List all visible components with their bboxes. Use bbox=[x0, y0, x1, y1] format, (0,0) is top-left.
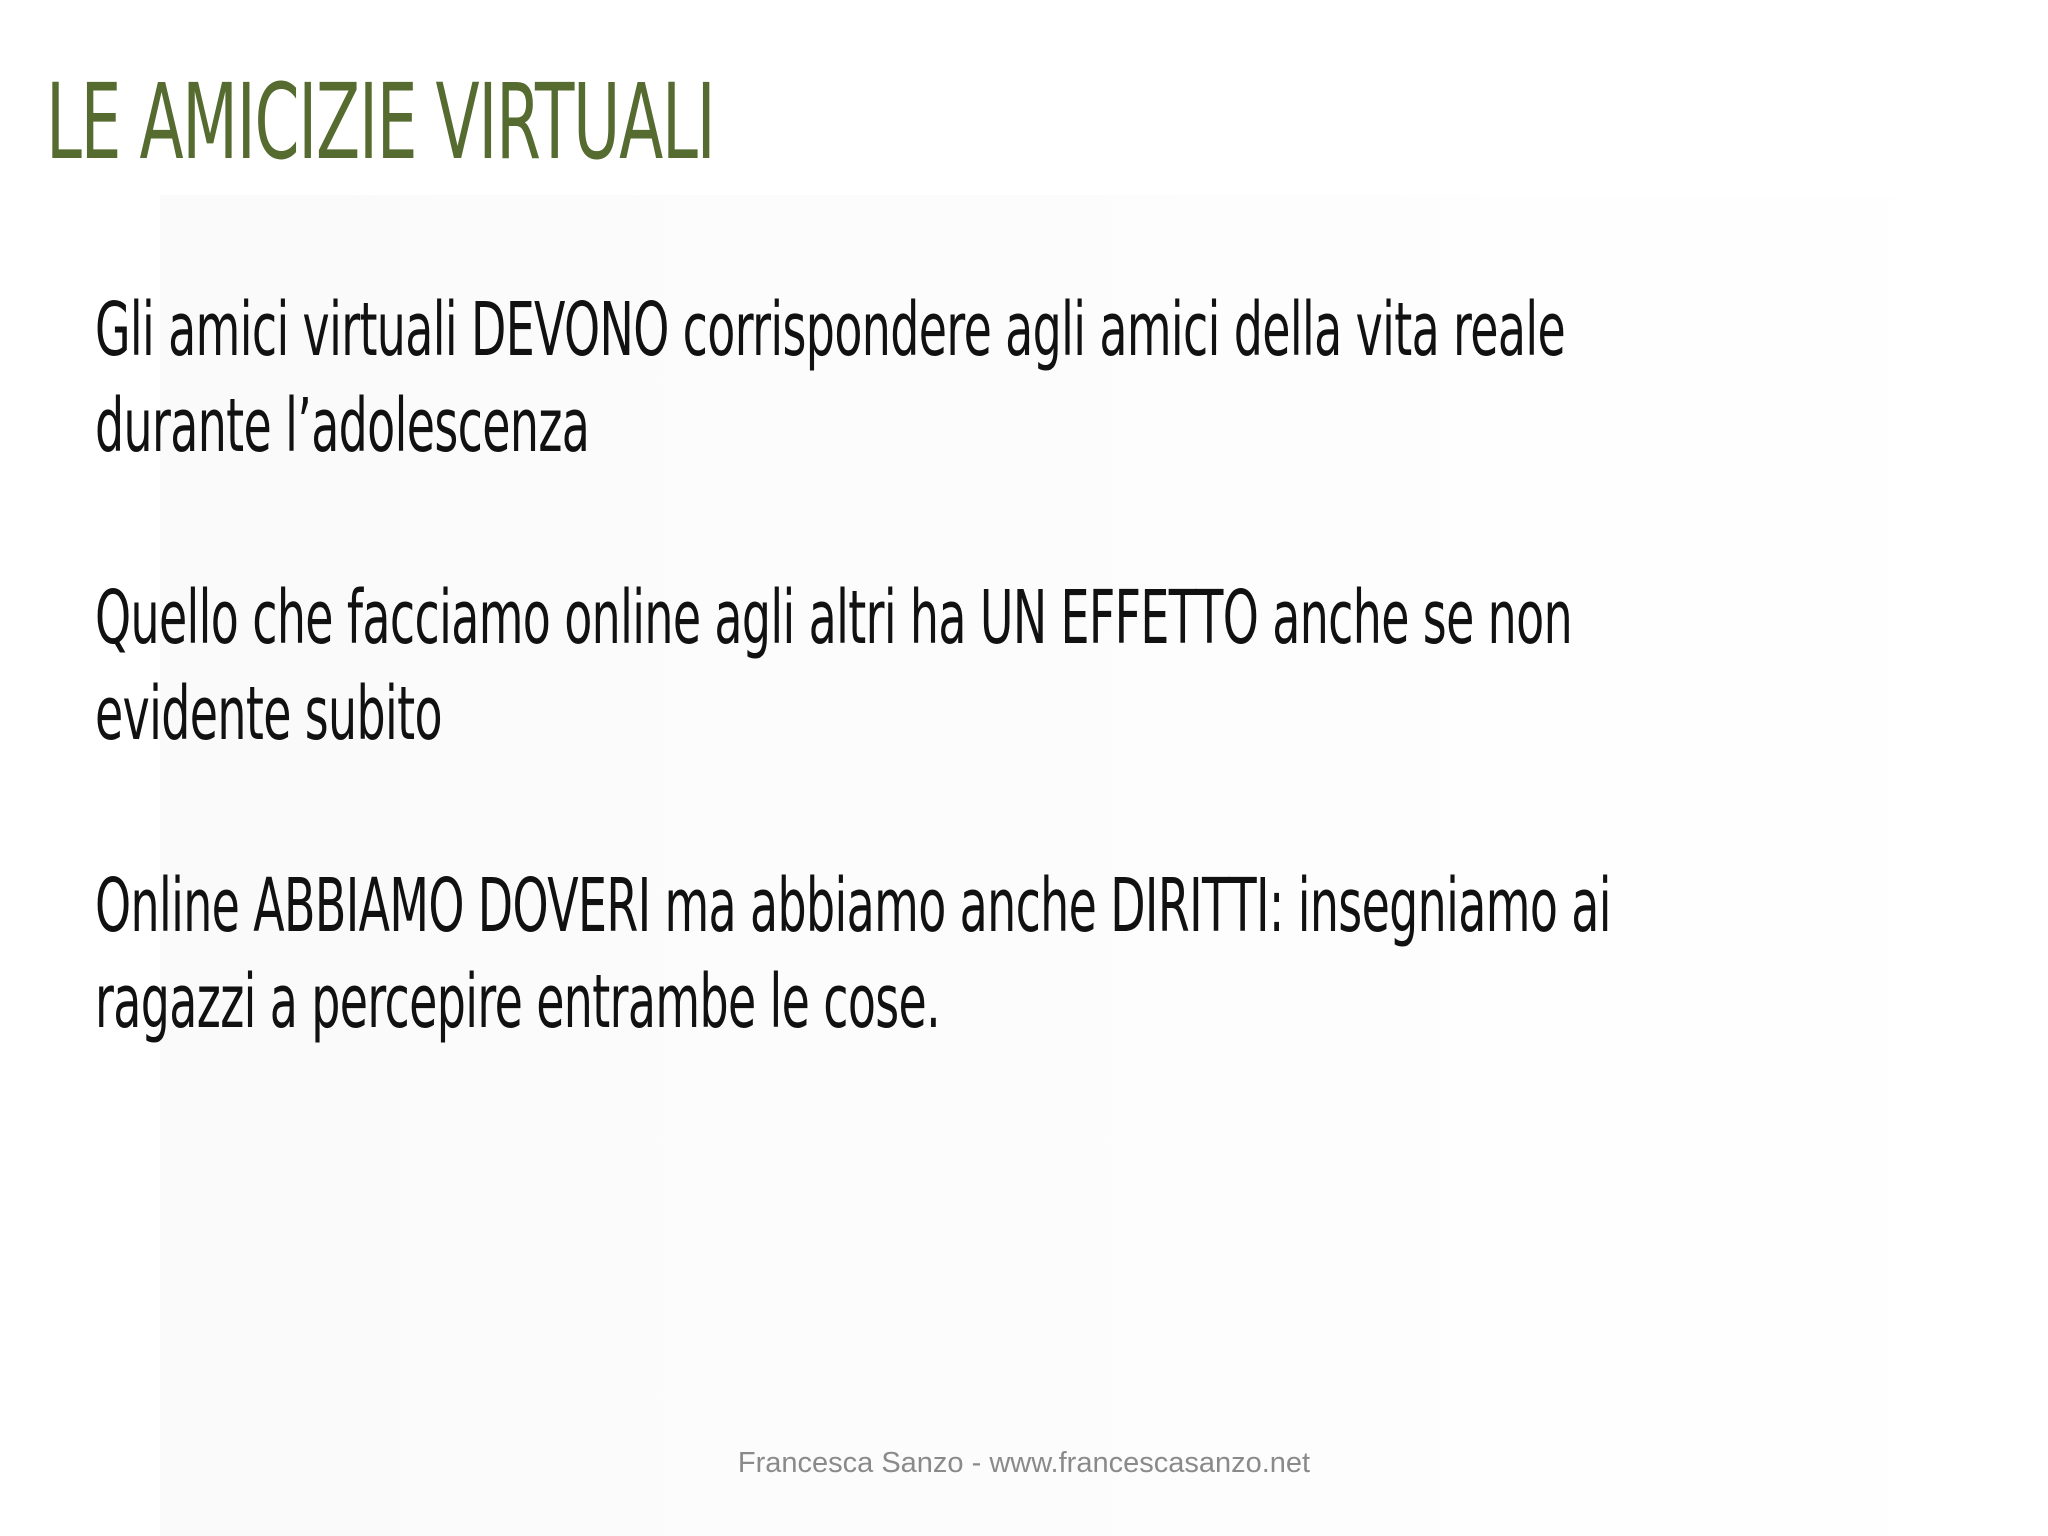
bullet-line: ragazzi a percepire entrambe le cose. bbox=[95, 959, 941, 1045]
slide-title: LE AMICIZIE VIRTUALI bbox=[46, 61, 715, 183]
bullet-line: Online ABBIAMO DOVERI ma abbiamo anche DIRITTI: insegniamo ai bbox=[95, 863, 1611, 949]
bullet-line: durante l’adolescenza bbox=[95, 383, 590, 469]
slide-footer: Francesca Sanzo - www.francescasanzo.net bbox=[737, 1447, 1311, 1479]
bullet-item bbox=[95, 858, 1831, 1050]
bullet-item bbox=[95, 570, 1831, 762]
bullet-item bbox=[95, 282, 1831, 474]
bullet-list bbox=[95, 282, 1831, 1146]
bullet-line: Gli amici virtuali DEVONO corrispondere agli amici della vita reale bbox=[95, 287, 1566, 373]
bullet-line: Quello che facciamo online agli altri ha UN EFFETTO anche se non bbox=[95, 575, 1573, 661]
bullet-line: evidente subito bbox=[95, 671, 442, 757]
